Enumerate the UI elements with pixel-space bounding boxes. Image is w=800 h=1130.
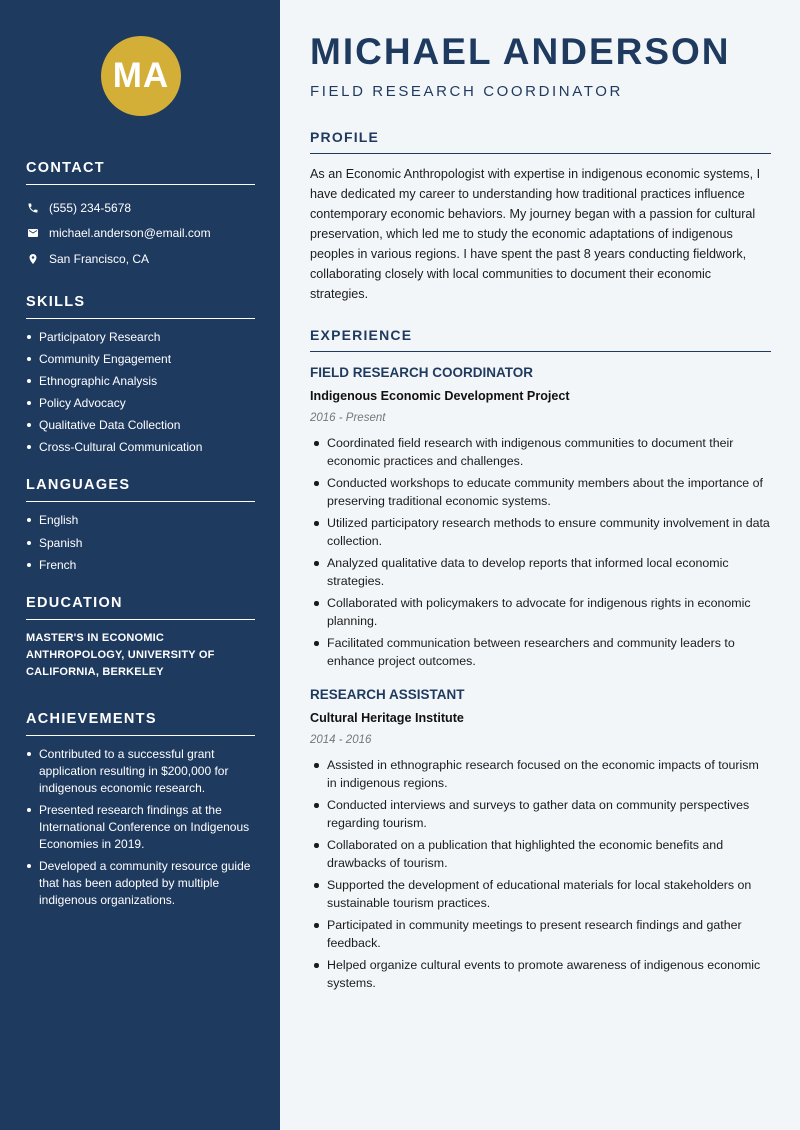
job-bullet: Collaborated on a publication that highlighted the economic benefits and drawbacks of tourism. (310, 836, 771, 872)
job-bullet: Helped organize cultural events to promote awareness of indigenous economic systems. (310, 956, 771, 992)
job-bullet: Utilized participatory research methods to ensure community involvement in data collection. (310, 514, 771, 550)
languages-heading: LANGUAGES (26, 477, 255, 502)
avatar-initials: MA (101, 36, 181, 116)
job-bullets (310, 434, 771, 670)
education-degree: MASTER'S IN ECONOMIC ANTHROPOLOGY, UNIVERSITY OF CALIFORNIA, BERKELEY (26, 631, 215, 678)
skill-item: Qualitative Data Collection (26, 417, 255, 433)
skills-section (26, 294, 255, 456)
profile-section (310, 129, 771, 304)
skill-item: Policy Advocacy (26, 395, 255, 411)
job-bullet: Coordinated field research with indigenous communities to document their economic practices and challenges. (310, 434, 771, 470)
job-role: FIELD RESEARCH COORDINATOR (310, 365, 534, 380)
contact-location-text: San Francisco, CA (49, 251, 150, 266)
job-bullet: Facilitated communication between researchers and community leaders to enhance project outcomes. (310, 634, 771, 670)
skill-item: Cross-Cultural Communication (26, 439, 255, 455)
experience-section (310, 327, 771, 992)
skills-list (26, 329, 255, 456)
job-organization: Indigenous Economic Development Project (310, 389, 570, 403)
achievement-item: Presented research findings at the International Conference on Indigenous Economies in 2019. (26, 802, 255, 853)
languages-section (26, 477, 255, 572)
contact-email-text[interactable]: michael.anderson@email.com (49, 226, 211, 241)
job-dates: 2014 - 2016 (310, 734, 372, 746)
skill-item: Ethnographic Analysis (26, 373, 255, 389)
contact-email (26, 221, 255, 247)
education-heading: EDUCATION (26, 595, 255, 620)
job-bullet: Analyzed qualitative data to develop reports that informed local economic strategies. (310, 554, 771, 590)
sidebar (0, 0, 280, 1130)
achievements-heading: ACHIEVEMENTS (26, 711, 255, 736)
profile-text: As an Economic Anthropologist with expertise in indigenous economic systems, I have dedicated my career to understanding how traditional practices influence contemporary economic behaviors. My journey began with a passion for cultural preservation, which led me to study the economic adaptations of indigenous peoples in various regions. I have spent the past 8 years conducting fieldwork, collaborating closely with local communities to document their economic strategies. (310, 167, 761, 301)
mail-icon (26, 226, 40, 240)
language-item: Spanish (26, 535, 255, 551)
experience-entry (310, 364, 771, 670)
contact-phone-text[interactable]: (555) 234-5678 (49, 200, 132, 215)
location-pin-icon (26, 252, 40, 266)
achievements-section (26, 711, 255, 909)
profile-heading: PROFILE (310, 129, 771, 154)
achievement-item: Developed a community resource guide that has been adopted by multiple indigenous organizations. (26, 858, 255, 909)
job-dates: 2016 - Present (310, 412, 386, 424)
language-item: French (26, 557, 255, 573)
skill-item: Participatory Research (26, 329, 255, 345)
education-section (26, 595, 255, 681)
contact-heading: CONTACT (26, 160, 255, 185)
job-bullet: Conducted interviews and surveys to gather data on community perspectives regarding tourism. (310, 796, 771, 832)
language-item: English (26, 512, 255, 528)
avatar-area (26, 0, 255, 160)
experience-entry (310, 686, 771, 992)
contact-section (26, 160, 255, 272)
contact-phone (26, 195, 255, 221)
candidate-name: MICHAEL ANDERSON (310, 31, 731, 72)
job-bullet: Participated in community meetings to present research findings and gather feedback. (310, 916, 771, 952)
job-organization: Cultural Heritage Institute (310, 711, 464, 725)
experience-heading: EXPERIENCE (310, 327, 771, 352)
job-bullet: Collaborated with policymakers to advocate for indigenous rights in economic planning. (310, 594, 771, 630)
candidate-title: FIELD RESEARCH COORDINATOR (310, 83, 623, 100)
skill-item: Community Engagement (26, 351, 255, 367)
job-bullet: Conducted workshops to educate community members about the importance of preserving traditional economic systems. (310, 474, 771, 510)
skills-heading: SKILLS (26, 294, 255, 319)
job-bullet: Assisted in ethnographic research focused on the economic impacts of tourism in indigenous regions. (310, 756, 771, 792)
main-content (280, 0, 800, 1130)
job-bullets (310, 756, 771, 992)
job-role: RESEARCH ASSISTANT (310, 687, 465, 702)
job-bullet: Supported the development of educational materials for local stakeholders on sustainable tourism practices. (310, 876, 771, 912)
achievement-item: Contributed to a successful grant application resulting in $200,000 for indigenous economic research. (26, 746, 255, 797)
languages-list (26, 512, 255, 572)
phone-icon (26, 201, 40, 215)
contact-location (26, 246, 255, 272)
achievements-list (26, 746, 255, 909)
